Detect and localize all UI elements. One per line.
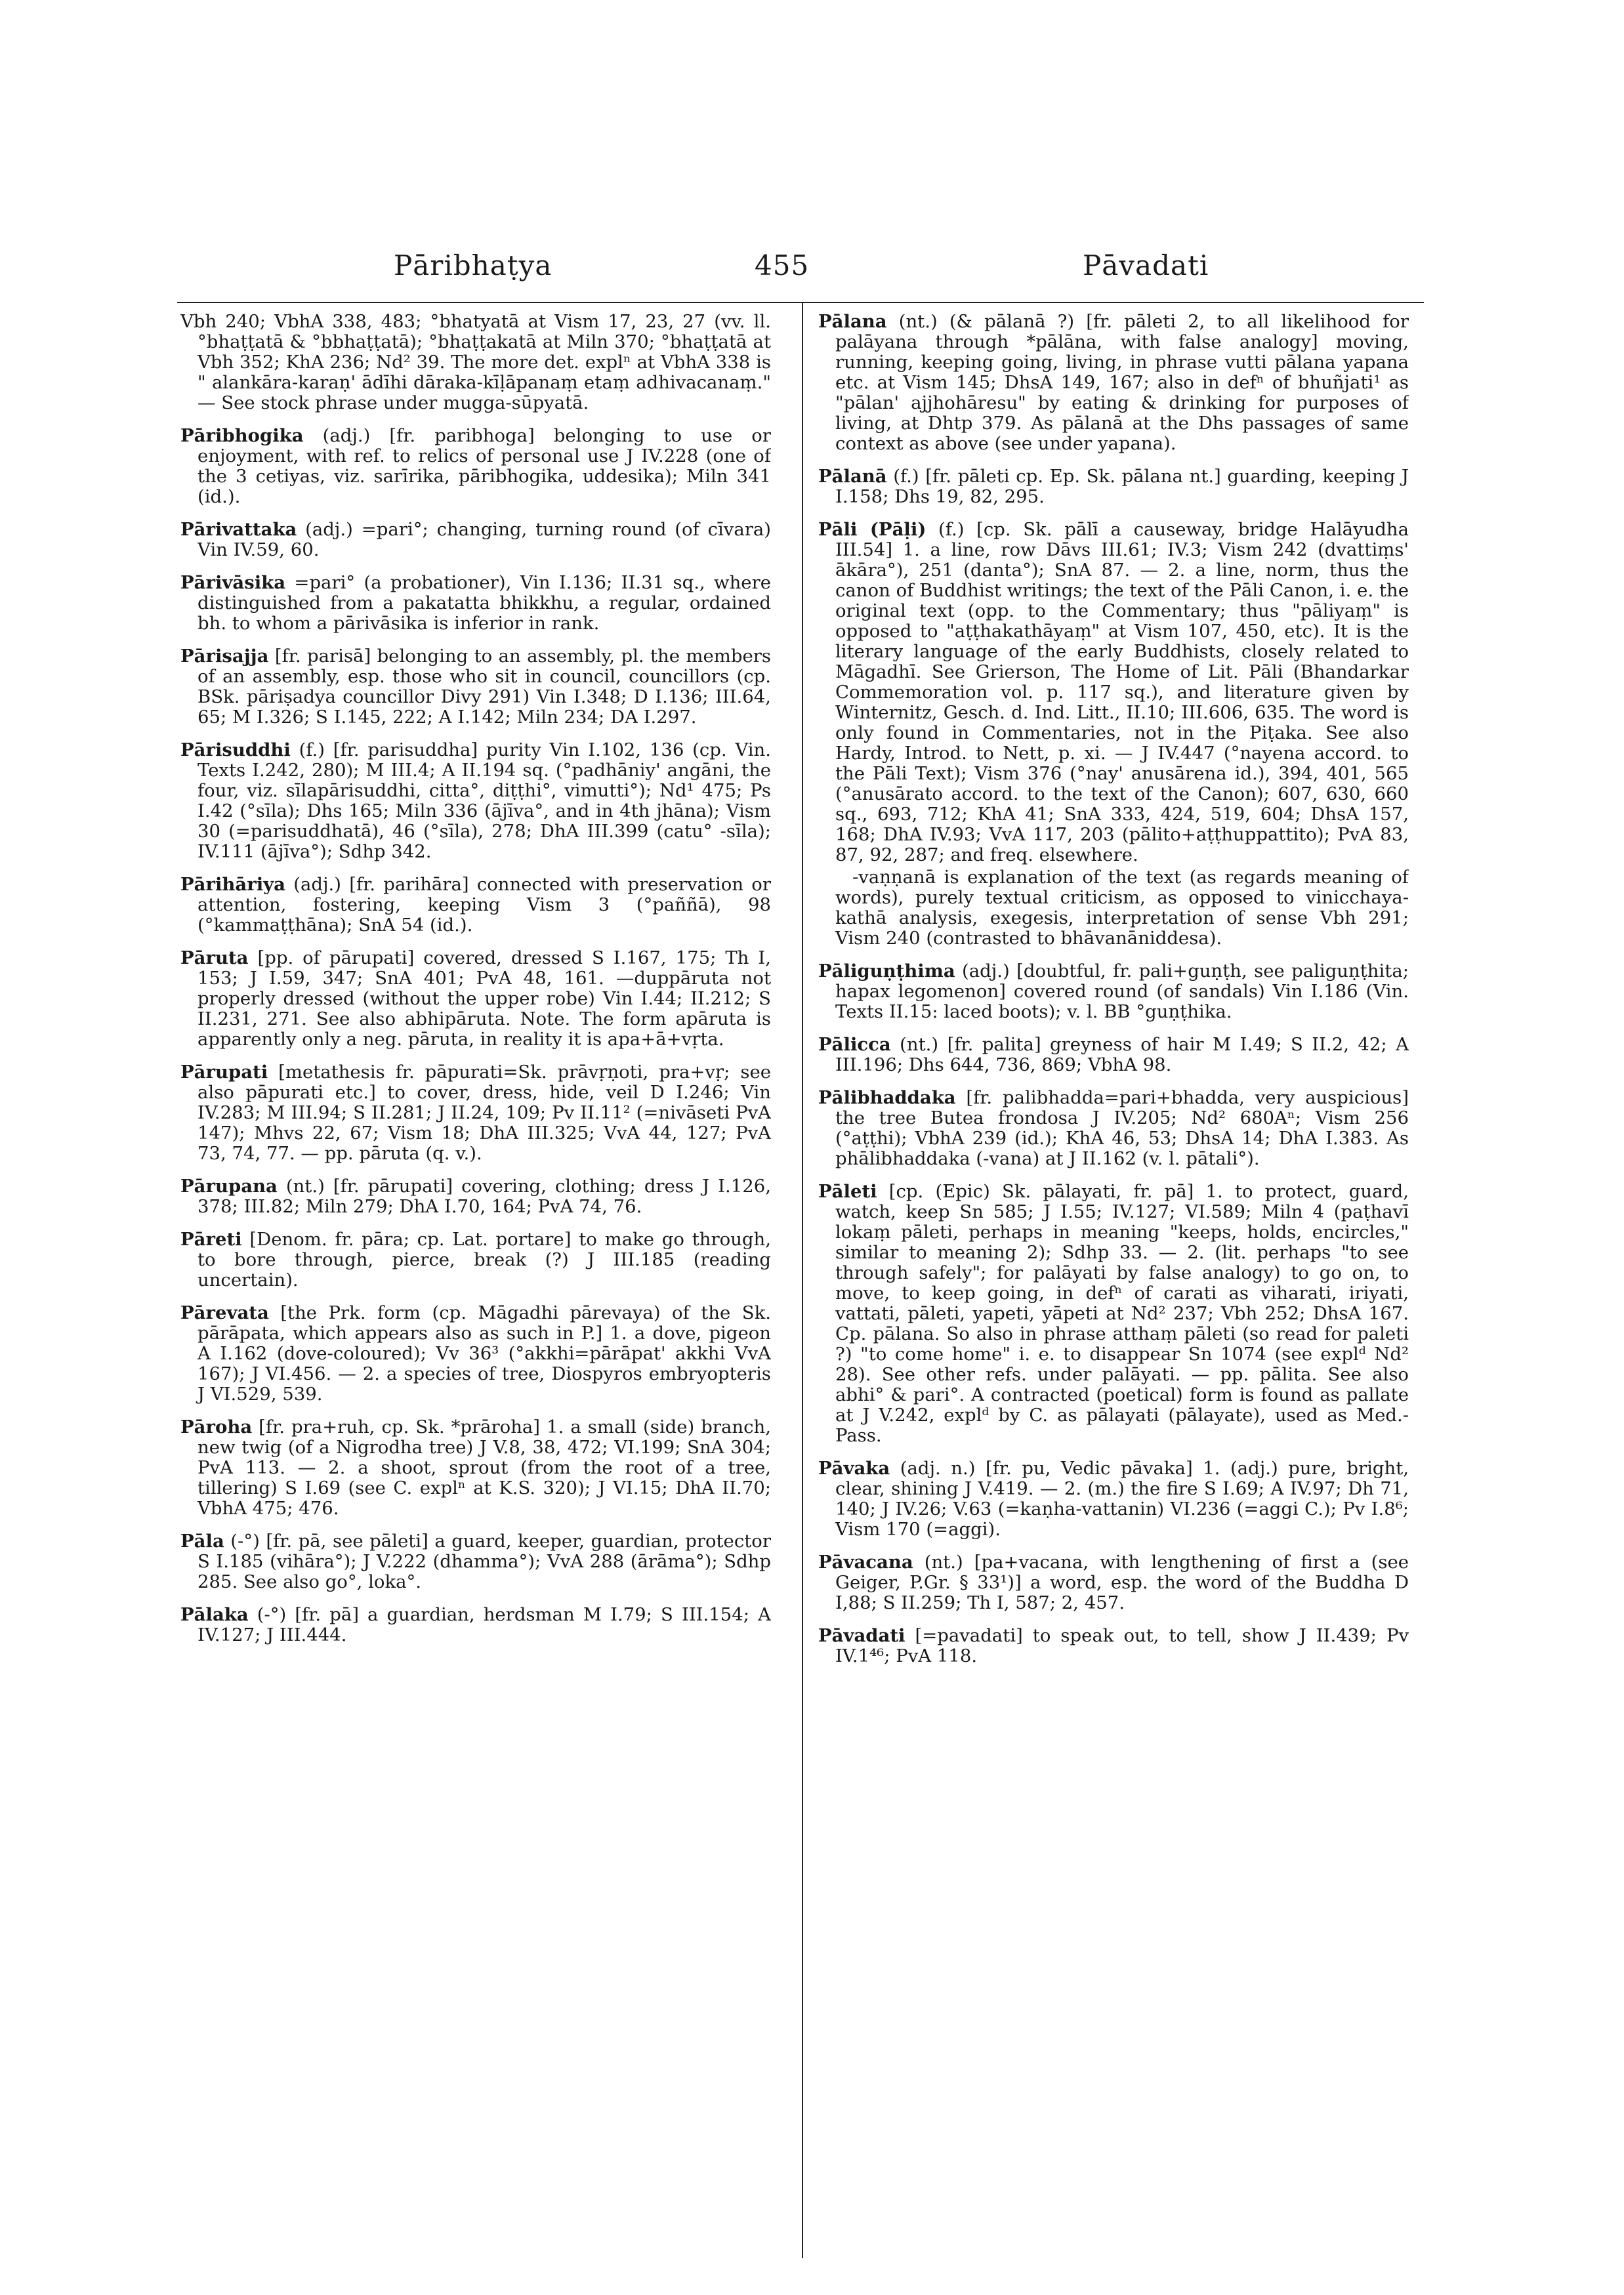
- entry-definition: -vaṇṇanā is explanation of the text (as regards meaning of words), purely textual criticism, as opposed to vinicchaya-kathā analysis, exegesis, interpretation of sense Vbh 291; Vism 240 (contrasted to bhāvanāniddesa).: [835, 867, 1409, 949]
- dictionary-entry: [818, 961, 1409, 1022]
- entry-headword: Pāruta: [180, 947, 249, 968]
- dictionary-entry: [818, 1088, 1409, 1169]
- entry-headword: Pāvacana: [818, 1552, 913, 1573]
- entry-definition: (adj.) [doubtful, fr. pali+guṇṭh, see paliguṇṭhita; hapax legomenon] covered round (of sandals) Vin I.186 (Vin. Texts II.15: laced boots); v. l. BB °guṇṭhika.: [835, 961, 1409, 1022]
- dictionary-entry: [180, 1417, 771, 1519]
- dictionary-entry: [180, 520, 771, 560]
- entry-headword: Pārivāsika: [180, 572, 286, 593]
- entry-headword: Pāli (Pāḷi): [818, 519, 927, 540]
- entry-headword: Pālanā: [818, 466, 887, 487]
- column-divider: [802, 303, 803, 2258]
- entry-definition: (adj.) [fr. parihāra] connected with preservation or attention, fostering, keeping Vism 3 (°paññā), 98 (°kammaṭṭhāna); SnA 54 (id.).: [198, 874, 771, 936]
- entry-headword: Pārisuddhi: [180, 739, 291, 760]
- entry-headword: Pāreti: [180, 1229, 242, 1250]
- dictionary-entry: [818, 1552, 1409, 1613]
- entry-definition: (-°) [fr. pā] a guardian, herdsman M I.79; S III.154; A IV.127; J III.444.: [198, 1604, 771, 1645]
- dictionary-entry: [818, 466, 1409, 507]
- entry-definition: (f.) [cp. Sk. pālī a causeway, bridge Halāyudha III.54] 1. a line, row Dāvs III.61; IV.3; Vism 242 (dvattiṃs' ākāra°), 251 (danta°); SnA 87. — 2. a line, norm, thus the canon of Buddhist writings; the text of the Pāli Canon, i. e. the original text (opp. to the Commentary; thus "pāliyaṃ" is opposed to "aṭṭhakathāyaṃ" at Vism 107, 450, etc). It is the literary language of the early Buddhists, closely related to Māgadhī. See Grierson, The Home of Lit. Pāli (Bhandarkar Commemoration vol. p. 117 sq.), and literature given by Winternitz, Gesch. d. Ind. Litt., II.10; III.606, 635. The word is only found in Commentaries, not in the Piṭaka. See also Hardy, Introd. to Nett, p. xi. — J IV.447 (°nayena accord. to the Pāli Text); Vism 376 (°nay' anusārena id.), 394, 401, 565 (°anusārato accord. to the text of the Canon); 607, 630, 660 sq., 693, 712; KhA 41; SnA 333, 424, 519, 604; DhsA 157, 168; DhA IV.93; VvA 117, 203 (pālito+aṭṭhuppattito); PvA 83, 87, 92, 287; and freq. elsewhere.: [835, 519, 1409, 865]
- entry-headword: Pālicca: [818, 1034, 891, 1055]
- dictionary-entry: [180, 573, 771, 634]
- entry-headword: Pāleti: [818, 1181, 877, 1202]
- dictionary-entry: [180, 1062, 771, 1164]
- dictionary-entry: [180, 312, 771, 413]
- entry-headword: Pāvadati: [818, 1625, 906, 1646]
- dictionary-entry: [180, 1230, 771, 1291]
- dictionary-entry: [818, 1626, 1409, 1666]
- entry-definition: (f.) [fr. pāleti cp. Ep. Sk. pālana nt.] guarding, keeping J I.158; Dhs 19, 82, 295.: [835, 466, 1409, 507]
- entry-definition: (nt.) [fr. pārupati] covering, clothing; dress J I.126, 378; III.82; Miln 279; DhA I.70, 164; PvA 74, 76.: [198, 1176, 771, 1217]
- entry-definition: (adj.) =pari°; changing, turning round (of cīvara) Vin IV.59, 60.: [198, 519, 771, 560]
- entry-headword: Pāroha: [180, 1416, 253, 1437]
- entry-definition: [pp. of pārupati] covered, dressed S I.167, 175; Th I, 153; J I.59, 347; SnA 401; PvA 48, 161. —duppāruta not properly dressed (without the upper robe) Vin I.44; II.212; S II.231, 271. See also abhipāruta. Note. The form apāruta is apparently only a neg. pāruta, in reality it is apa+ā+vṛta.: [198, 947, 771, 1050]
- running-head-left: Pāribhaṭya: [394, 249, 552, 281]
- header-rule: [177, 302, 1424, 303]
- entry-headword: Pāla: [180, 1531, 224, 1552]
- entry-headword: Pāribhogika: [180, 425, 304, 446]
- entry-definition: (adj. n.) [fr. pu, Vedic pāvaka] 1. (adj.) pure, bright, clear, shining J V.419. — 2. (m.) the fire S I.69; A IV.97; Dh 71, 140; J IV.26; V.63 (=kaṇha-vattanin) VI.236 (=aggi C.); Pv I.8⁶; Vism 170 (=aggi).: [835, 1458, 1409, 1540]
- page-number: 455: [755, 249, 810, 281]
- entry-definition: =pari° (a probationer), Vin I.136; II.31 sq., where distinguished from a pakatatta bhikkhu, a regular, ordained bh. to whom a pārivāsika is inferior in rank.: [198, 572, 771, 634]
- dictionary-entry: [818, 1035, 1409, 1075]
- dictionary-entry: [818, 867, 1409, 949]
- entry-headword: Pālaka: [180, 1604, 249, 1625]
- entry-definition: (nt.) (& pālanā ?) [fr. pāleti 2, to all likelihood for palāyana through *pālāna, with false analogy] moving, running, keeping going, living, in phrase vutti pālana yapana etc. at Vism 145; DhsA 149, 167; also in defⁿ of bhuñjati¹ as "pālan' ajjhohāresu" by eating & drinking for purposes of living, at Dhtp 379. As pālanā at the Dhs passages of same context as above (see under yapana).: [835, 312, 1409, 454]
- dictionary-entry: [180, 740, 771, 862]
- entry-definition: (nt.) [pa+vacana, with lengthening of first a (see Geiger, P.Gr. § 33¹)] a word, esp. the word of the Buddha D I,88; S II.259; Th I, 587; 2, 457.: [835, 1552, 1409, 1613]
- dictionary-entry: [180, 1531, 771, 1592]
- dictionary-entry: [818, 1182, 1409, 1446]
- left-column: [180, 312, 771, 2273]
- entry-headword: Pārisajja: [180, 646, 269, 667]
- entry-definition: [the Prk. form (cp. Māgadhi pārevaya) of the Sk. pārāpata, which appears also as such in P.] 1. a dove, pigeon A I.162 (dove-coloured); Vv 36³ (°akkhi=pārāpat' akkhi VvA 167); J VI.456. — 2. a species of tree, Diospyros embryopteris J VI.529, 539.: [198, 1302, 771, 1405]
- running-head-right: Pāvadati: [1083, 249, 1209, 281]
- entry-headword: Pāvaka: [818, 1458, 890, 1479]
- entry-headword: Pārevata: [180, 1302, 269, 1323]
- right-column: [818, 312, 1409, 2273]
- entry-definition: [Denom. fr. pāra; cp. Lat. portare] to make go through, to bore through, pierce, break (?) J III.185 (reading uncertain).: [198, 1229, 771, 1291]
- entry-definition: Vbh 240; VbhA 338, 483; °bhatyatā at Vism 17, 23, 27 (vv. ll. °bhaṭṭatā & °bbhaṭṭatā); °bhaṭṭakatā at Miln 370; °bhaṭṭatā at Vbh 352; KhA 236; Nd² 39. The more det. explⁿ at VbhA 338 is " alankāra-karaṇ' ādīhi dāraka-kīḷāpanaṃ etaṃ adhivacanaṃ." — See stock phrase under mugga-sūpyatā.: [180, 312, 771, 413]
- entry-headword: Pārupana: [180, 1176, 278, 1197]
- dictionary-entry: [818, 1458, 1409, 1540]
- entry-headword: Pārihāriya: [180, 874, 285, 895]
- entry-definition: [fr. pra+ruh, cp. Sk. *prāroha] 1. a small (side) branch, new twig (of a Nigrodha tree) J V.8, 38, 472; VI.199; SnA 304; PvA 113. — 2. a shoot, sprout (from the root of a tree, tillering) S I.69 (see C. explⁿ at K.S. 320); J VI.15; DhA II.70; VbhA 475; 476.: [198, 1416, 771, 1519]
- entry-headword: Pālibhaddaka: [818, 1087, 956, 1108]
- dictionary-entry: [180, 948, 771, 1050]
- entry-definition: (adj.) [fr. paribhoga] belonging to use or enjoyment, with ref. to relics of personal use J IV.228 (one of the 3 cetiyas, viz. sarīrika, pāribhogika, uddesika); Miln 341 (id.).: [198, 425, 771, 507]
- entry-definition: (nt.) [fr. palita] greyness of hair M I.49; S II.2, 42; A III.196; Dhs 644, 736, 869; VbhA 98.: [835, 1034, 1409, 1075]
- dictionary-entry: [818, 312, 1409, 454]
- dictionary-entry: [180, 646, 771, 728]
- entry-headword: Pāliguṇṭhima: [818, 961, 955, 982]
- dictionary-entry: [180, 1605, 771, 1645]
- dictionary-entry: [180, 875, 771, 936]
- entry-definition: [metathesis fr. pāpurati=Sk. prāvṛṇoti, pra+vṛ; see also pāpurati etc.] to cover, dress, hide, veil D I.246; Vin IV.283; M III.94; S II.281; J II.24, 109; Pv II.11² (=nivāseti PvA 147); Mhvs 22, 67; Vism 18; DhA III.325; VvA 44, 127; PvA 73, 74, 77. — pp. pāruta (q. v.).: [198, 1062, 771, 1164]
- entry-definition: [=pavadati] to speak out, to tell, show J II.439; Pv IV.1⁴⁶; PvA 118.: [835, 1625, 1409, 1666]
- entry-headword: Pārupati: [180, 1062, 268, 1083]
- dictionary-entry: [180, 426, 771, 507]
- entry-headword: Pālana: [818, 312, 887, 332]
- dictionary-entry: [180, 1303, 771, 1405]
- entry-definition: [cp. (Epic) Sk. pālayati, fr. pā] 1. to protect, guard, watch, keep Sn 585; J I.55; IV.127; VI.589; Miln 4 (paṭhavī lokaṃ pāleti, perhaps in meaning "keeps, holds, encircles," similar to meaning 2); Sdhp 33. — 2. (lit. perhaps "to see through safely"; for palāyati by false analogy) to go on, to move, to keep going, in defⁿ of carati as viharati, iriyati, vattati, pāleti, yapeti, yāpeti at Nd² 237; Vbh 252; DhsA 167. Cp. pālana. So also in phrase atthaṃ pāleti (so read for paleti ?) "to come home" i. e. to disappear Sn 1074 (see explᵈ Nd² 28). See other refs. under palāyati. — pp. pālita. See also abhi° & pari°. A contracted (poetical) form is found as pallate at J V.242, explᵈ by C. as pālayati (pālayate), used as Med.-Pass.: [835, 1181, 1409, 1446]
- entry-headword: Pārivattaka: [180, 519, 297, 540]
- dictionary-entry: [180, 1176, 771, 1217]
- entry-definition: [fr. parisā] belonging to an assembly, pl. the members of an assembly, esp. those who sit in council, councillors (cp. BSk. pāriṣadya councillor Divy 291) Vin I.348; D I.136; III.64, 65; M I.326; S I.145, 222; A I.142; Miln 234; DA I.297.: [198, 646, 771, 728]
- entry-definition: (f.) [fr. parisuddha] purity Vin I.102, 136 (cp. Vin. Texts I.242, 280); M III.4; A II.194 sq. (°padhāniy' angāni, the four, viz. sīlapārisuddhi, citta°, diṭṭhi°, vimutti°); Nd¹ 475; Ps I.42 (°sīla); Dhs 165; Miln 336 (ājīva°, and in 4th jhāna); Vism 30 (=parisuddhatā), 46 (°sīla), 278; DhA III.399 (catu° -sīla); IV.111 (ājīva°); Sdhp 342.: [198, 739, 771, 862]
- entry-definition: (-°) [fr. pā, see pāleti] a guard, keeper, guardian, protector S I.185 (vihāra°); J V.222 (dhamma°); VvA 288 (ārāma°); Sdhp 285. See also go°, loka°.: [198, 1531, 771, 1592]
- dictionary-entry: [818, 520, 1409, 865]
- entry-definition: [fr. palibhadda=pari+bhadda, very auspicious] the tree Butea frondosa J IV.205; Nd² 680Aⁿ; Vism 256 (°aṭṭhi); VbhA 239 (id.); KhA 46, 53; DhsA 14; DhA I.383. As phālibhaddaka (-vana) at J II.162 (v. l. pātali°).: [835, 1087, 1409, 1169]
